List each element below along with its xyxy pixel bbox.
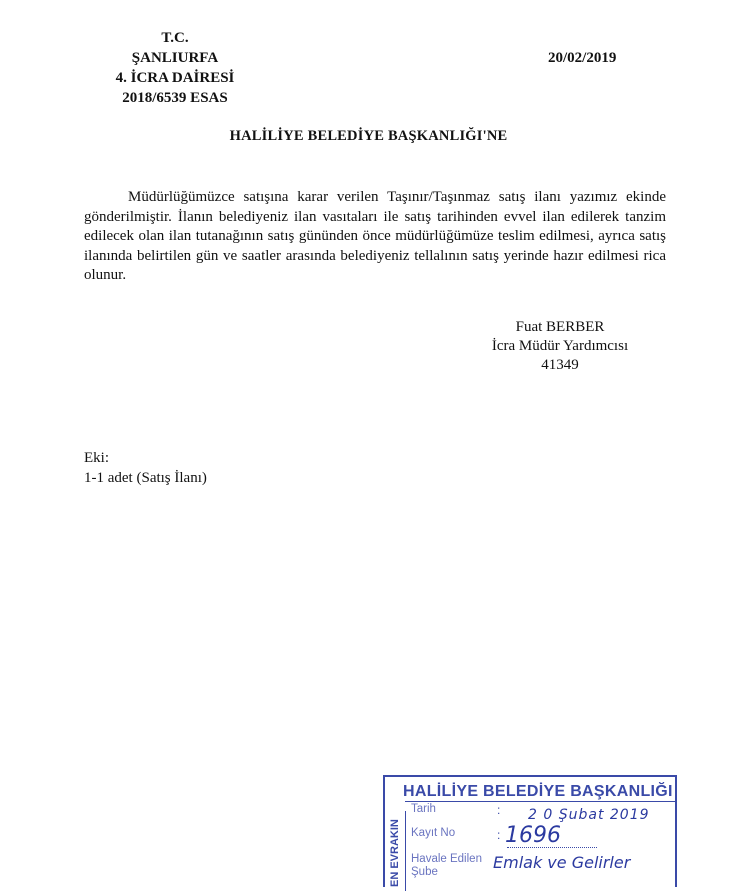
stamp-number-underline (507, 847, 597, 848)
stamp-title: HALİLİYE BELEDİYE BAŞKANLIĞI (403, 783, 673, 800)
stamp-date-colon: : (497, 803, 501, 817)
recipient-heading: HALİLİYE BELEDİYE BAŞKANLIĞI'NE (229, 128, 508, 144)
stamp-assigned-handwritten: Emlak ve Gelirler (493, 853, 631, 872)
attachments-block (84, 448, 207, 488)
header-line-case: 2018/6539 ESAS (122, 90, 228, 106)
stamp-number-label: Kayıt No (411, 827, 456, 839)
stamp-date-label: Tarih (411, 803, 436, 815)
stamp-number-colon: : (497, 828, 501, 842)
stamp-assigned-label: Havale Edilen (411, 853, 482, 865)
stamp-divider (405, 801, 675, 802)
stamp-number-handwritten: 1696 (505, 823, 561, 848)
header-line-tc: T.C. (161, 30, 189, 46)
stamp-branch-label: Şube (411, 866, 438, 878)
stamp-date-handwritten: 2 0 Şubat 2019 (528, 807, 650, 823)
signer-name: Fuat BERBER (515, 319, 605, 335)
stamp-side-label (387, 811, 406, 891)
header-line-office: 4. İCRA DAİRESİ (115, 70, 235, 86)
signature-block (470, 318, 650, 375)
stamp-side-text: EN EVRAKIN (389, 819, 401, 887)
court-header (80, 28, 270, 108)
attachment-item: 1-1 adet (Satış İlanı) (84, 470, 207, 486)
signer-title: İcra Müdür Yardımcısı (491, 338, 629, 354)
incoming-document-stamp (383, 775, 677, 887)
document-date: 20/02/2019 (548, 50, 617, 66)
attachments-label: Eki: (84, 450, 109, 466)
body-text: Müdürlüğümüzce satışına karar verilen Taşınır/Taşınmaz satış ilanı yazımız ekinde gönderilmiştir. İlanın belediyeniz ilan vasıtaları ile satış tarihinden evvel ilan edilerek tanzim edilecek olan ilan tutanağının satış gününden önce müdürlüğümüze teslim edilmesi, ayrıca satış ilanında belirtilen gün ve saatler arasında belediyeniz tellalının satış yerinde hazır edilmesi rica olunur. (84, 189, 666, 283)
signer-number: 41349 (541, 357, 579, 373)
header-line-city: ŞANLIURFA (131, 50, 219, 66)
body-paragraph (84, 188, 666, 286)
